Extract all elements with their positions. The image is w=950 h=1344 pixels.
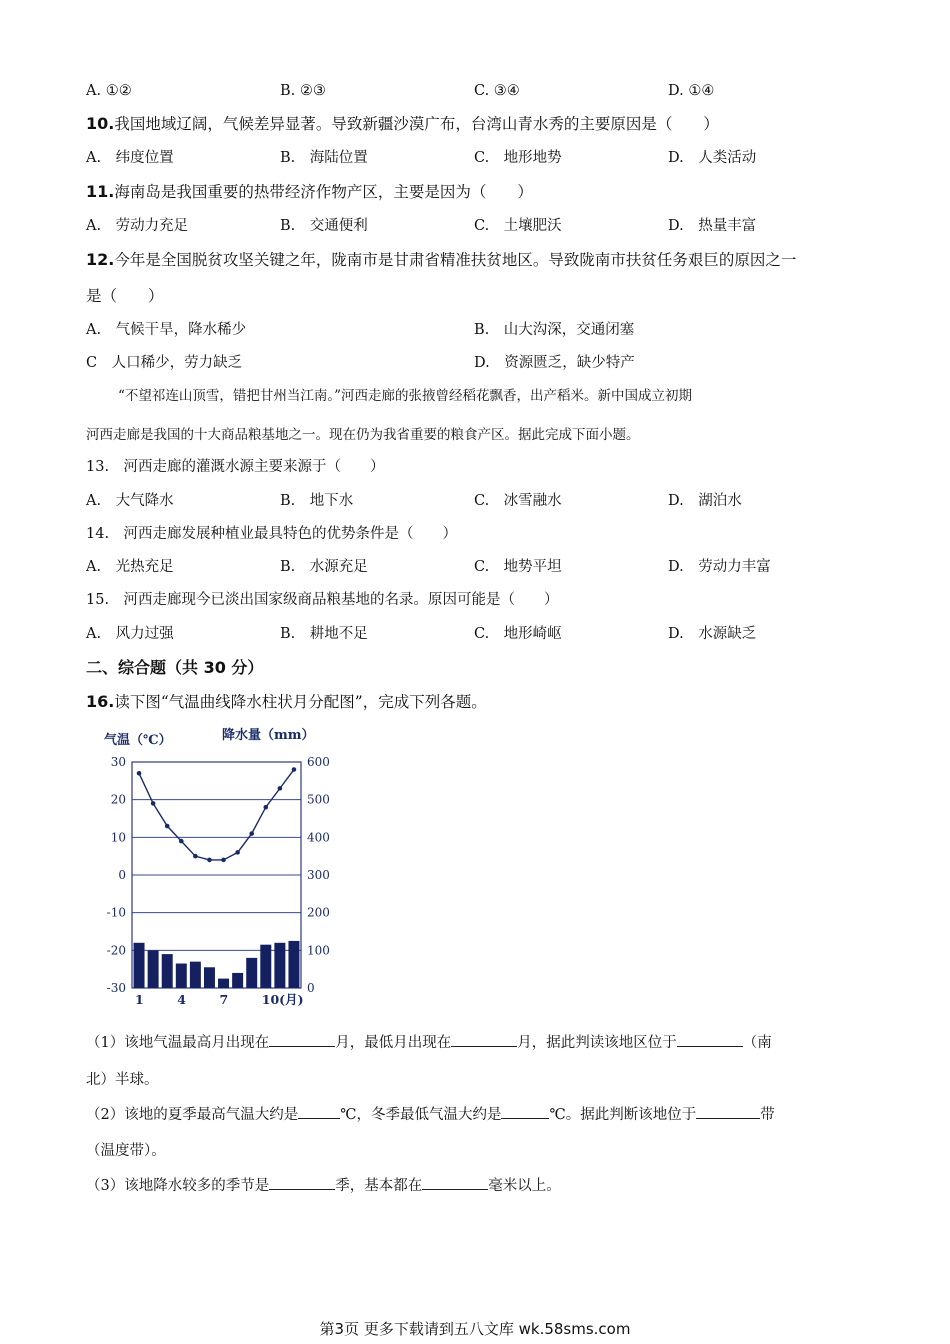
q10-option-b: B. 海陆位置 <box>280 150 368 166</box>
question-number: 10. <box>86 114 115 133</box>
precipitation-tick-label: 0 <box>307 981 315 995</box>
question-12-cont: 是（ ） <box>86 287 164 305</box>
sub1-text-a: （1）该地气温最高月出现在 <box>86 1035 270 1051</box>
month-tick-label: 1 <box>135 992 144 1007</box>
temperature-point <box>193 854 198 859</box>
q13-option-b: B. 地下水 <box>280 493 354 509</box>
q14-option-a: A. 光热充足 <box>86 559 174 575</box>
temperature-axis-label: 气温（℃） <box>104 733 172 748</box>
q11-option-d: D. 热量丰富 <box>668 218 757 234</box>
question-number: 12. <box>86 250 115 269</box>
month-tick-label: 4 <box>177 992 186 1007</box>
q9-option-b: B. ②③ <box>280 83 326 99</box>
temperature-point <box>263 805 268 810</box>
q11-option-a: A. 劳动力充足 <box>86 218 189 234</box>
question-text: 我国地域辽阔，气候差异显著。导致新疆沙漠广布，台湾山青水秀的主要原因是（ ） <box>114 115 719 133</box>
sub1-text-b: 月，最低月出现在 <box>335 1035 452 1051</box>
q13-option-c: C. 冰雪融水 <box>474 493 562 509</box>
sub1-text-d: （南 <box>742 1035 772 1051</box>
q9-option-a: A. ①② <box>86 83 132 99</box>
temperature-tick-label: 0 <box>118 868 126 882</box>
sub2-text-b: ℃，冬季最低气温大约是 <box>340 1107 502 1123</box>
passage-line-1: “不望祁连山顶雪，错把甘州当江南。”河西走廊的张掖曾经稻花飘香，出产稻米。新中国成立初期 <box>118 388 693 404</box>
q10-option-c: C. 地形地势 <box>474 150 562 166</box>
temperature-point <box>235 850 240 855</box>
question-16 <box>86 691 487 713</box>
precipitation-axis-label: 降水量（mm） <box>222 728 315 743</box>
answer-blank[interactable] <box>677 1032 743 1047</box>
answer-blank[interactable] <box>451 1032 517 1047</box>
question-13: 13. 河西走廊的灌溉水源主要来源于（ ） <box>86 459 385 475</box>
month-tick-label: 7 <box>219 992 229 1007</box>
sub3-text-a: （3）该地降水较多的季节是 <box>86 1178 270 1194</box>
passage-line-2: 河西走廊是我国的十大商品粮基地之一。现在仍为我省重要的粮食产区。据此完成下面小题。 <box>86 427 640 443</box>
answer-blank[interactable] <box>422 1175 488 1190</box>
precipitation-tick-label: 400 <box>307 830 330 845</box>
q14-option-d: D. 劳动力丰富 <box>668 559 771 575</box>
question-14: 14. 河西走廊发展种植业最具特色的优势条件是（ ） <box>86 526 458 542</box>
temperature-point <box>165 824 170 829</box>
question-10 <box>86 113 719 135</box>
temperature-point <box>278 786 283 791</box>
q13-option-d: D. 湖泊水 <box>668 493 742 509</box>
answer-blank[interactable] <box>269 1032 335 1047</box>
temperature-point <box>151 801 156 806</box>
q15-option-a: A. 风力过强 <box>86 626 174 642</box>
precipitation-bar <box>204 967 215 988</box>
precipitation-bar <box>134 943 145 988</box>
q14-option-c: C. 地势平坦 <box>474 559 562 575</box>
temperature-tick-label: 30 <box>110 755 126 769</box>
q15-option-b: B. 耕地不足 <box>280 626 368 642</box>
sub2-text-c: ℃。据此判断该地位于 <box>549 1107 697 1123</box>
q12-option-b: B. 山大沟深，交通闭塞 <box>474 322 635 338</box>
precipitation-tick-label: 300 <box>307 868 330 882</box>
temperature-tick-label: -30 <box>106 981 126 995</box>
sub1-text-c: 月，据此判读该地区位于 <box>517 1035 677 1051</box>
question-number: 16. <box>86 692 115 711</box>
temperature-tick-label: -20 <box>106 943 126 958</box>
q9-option-c: C. ③④ <box>474 83 520 99</box>
sub3-text-b: 季，基本都在 <box>335 1178 423 1194</box>
temperature-tick-label: -10 <box>106 905 126 920</box>
precipitation-tick-label: 200 <box>307 905 330 920</box>
question-text: 海南岛是我国重要的热带经济作物产区，主要是因为（ ） <box>114 183 533 201</box>
precipitation-tick-label: 100 <box>307 943 330 958</box>
q10-option-a: A. 纬度位置 <box>86 150 174 166</box>
q10-option-d: D. 人类活动 <box>668 150 757 166</box>
q12-option-c: C 人口稀少，劳力缺乏 <box>86 355 243 371</box>
question-text: 读下图“气温曲线降水柱状月分配图”，完成下列各题。 <box>114 693 487 711</box>
temperature-point <box>137 771 142 776</box>
sub-question-1 <box>86 1032 772 1054</box>
precipitation-bar <box>288 941 299 988</box>
q15-option-c: C. 地形崎岖 <box>474 626 562 642</box>
sub3-text-c: 毫米以上。 <box>488 1178 561 1194</box>
temperature-point <box>221 858 226 863</box>
temperature-tick-label: 20 <box>110 792 126 807</box>
precipitation-bar <box>274 943 285 988</box>
sub-question-2 <box>86 1104 775 1126</box>
sub-question-3 <box>86 1175 561 1197</box>
question-15: 15. 河西走廊现今已淡出国家级商品粮基地的名录。原因可能是（ ） <box>86 592 559 608</box>
answer-blank[interactable] <box>269 1175 335 1190</box>
precipitation-bar <box>232 973 243 988</box>
precipitation-bar <box>246 958 257 988</box>
q9-option-d: D. ①④ <box>668 83 715 99</box>
q12-option-a: A. 气候干旱，降水稀少 <box>86 322 247 338</box>
temperature-curve <box>139 770 294 860</box>
sub-question-2-cont: （温度带）。 <box>86 1143 166 1159</box>
question-12 <box>86 249 796 271</box>
q12-option-d: D. 资源匮乏，缺少特产 <box>474 355 635 371</box>
question-11 <box>86 181 533 203</box>
section-heading: 二、综合题（共 30 分） <box>86 658 264 677</box>
temperature-tick-label: 10 <box>110 830 126 845</box>
precipitation-bar <box>162 954 173 988</box>
precipitation-bar <box>176 964 187 988</box>
q11-option-c: C. 土壤肥沃 <box>474 218 562 234</box>
q15-option-d: D. 水源缺乏 <box>668 626 757 642</box>
temperature-point <box>249 831 254 836</box>
month-tick-label: 10(月) <box>261 992 304 1007</box>
q13-option-a: A. 大气降水 <box>86 493 174 509</box>
temperature-point <box>292 767 297 772</box>
question-number: 11. <box>86 182 115 201</box>
answer-blank[interactable] <box>696 1104 760 1119</box>
sub-question-1-cont: 北）半球。 <box>86 1072 159 1088</box>
temperature-point <box>179 839 184 844</box>
q11-option-b: B. 交通便利 <box>280 218 368 234</box>
sub2-text-d: 带 <box>760 1107 775 1123</box>
q14-option-b: B. 水源充足 <box>280 559 368 575</box>
answer-blank[interactable] <box>501 1104 549 1119</box>
precipitation-bar <box>218 979 229 988</box>
precipitation-tick-label: 500 <box>307 792 330 807</box>
precipitation-bar <box>190 962 201 988</box>
climate-chart <box>92 722 342 1012</box>
precipitation-bar <box>260 945 271 988</box>
precipitation-bar <box>148 950 159 988</box>
precipitation-tick-label: 600 <box>307 755 330 769</box>
answer-blank[interactable] <box>298 1104 340 1119</box>
question-text: 今年是全国脱贫攻坚关键之年，陇南市是甘肃省精准扶贫地区。导致陇南市扶贫任务艰巨的原因之一 <box>114 251 797 269</box>
page-footer: 第3页 更多下载请到五八文库 wk.58sms.com <box>319 1320 631 1338</box>
temperature-point <box>207 858 212 863</box>
sub2-text-a: （2）该地的夏季最高气温大约是 <box>86 1107 299 1123</box>
